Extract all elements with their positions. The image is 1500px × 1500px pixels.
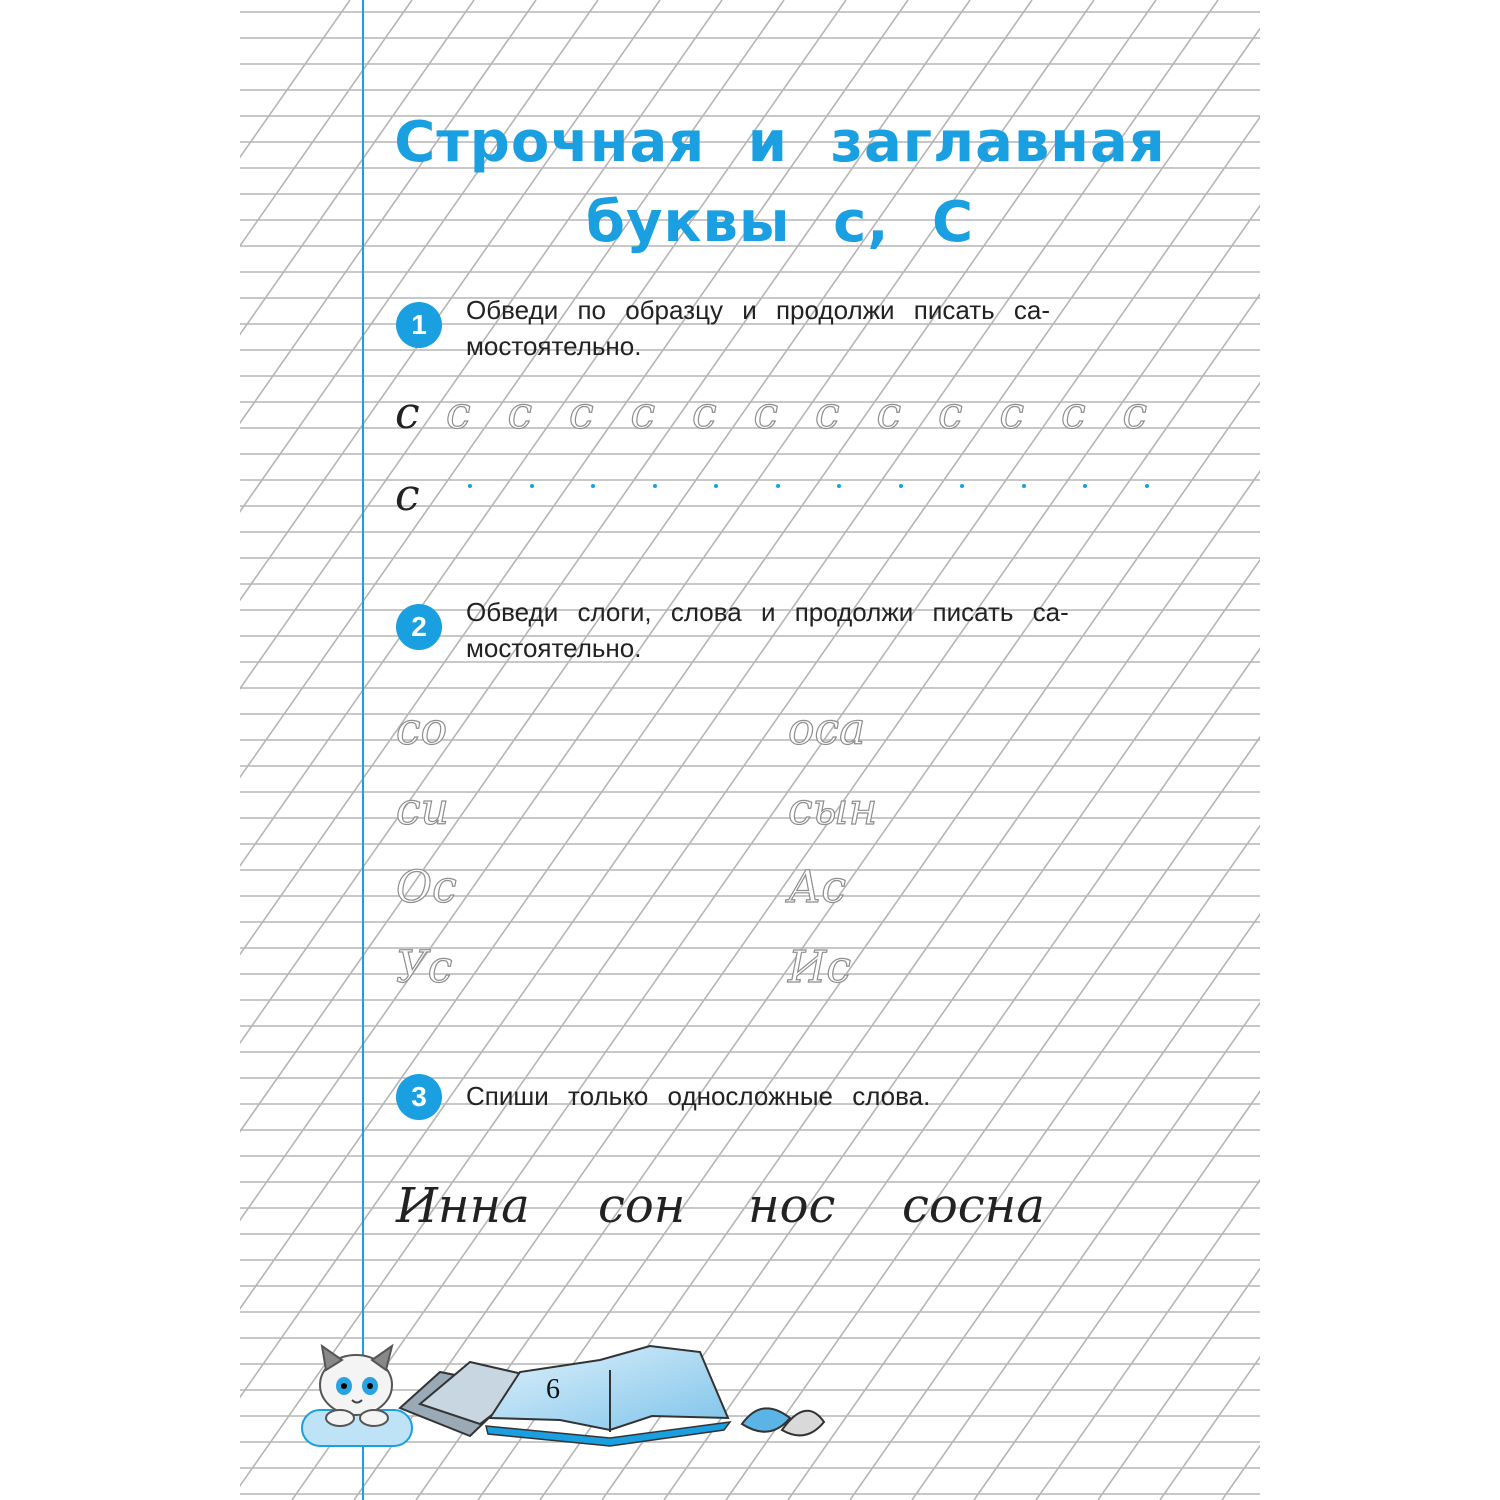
task-1-guide-dot — [899, 484, 903, 488]
task-1-guide-dot — [1083, 484, 1087, 488]
books-icon — [400, 1346, 730, 1446]
task-1-trace-letter: с — [692, 388, 717, 439]
task-3-number-badge: 3 — [396, 1074, 442, 1120]
task-1-trace-letter: с — [630, 388, 656, 439]
task-1-row2-letter: с — [395, 470, 420, 521]
task-1-instruction-line-2: мостоятельно. — [466, 331, 642, 361]
task-1-guide-dot — [776, 484, 780, 488]
task-1-number-badge: 1 — [396, 302, 442, 348]
task-1-guide-dot — [960, 484, 964, 488]
page-title-line-2: буквы с, С — [585, 190, 975, 255]
task-1-guide-dot — [1145, 484, 1149, 488]
task-1-trace-letter: с — [446, 388, 471, 439]
task-2-syllable-us: Ус — [396, 942, 453, 993]
task-1-trace-letter: с — [938, 388, 963, 439]
task-1-guide-dot — [468, 484, 472, 488]
task-1-guide-dot — [714, 484, 718, 488]
task-2-syllable-as: Ас — [788, 862, 846, 913]
task-1-guide-dot — [1022, 484, 1026, 488]
task-2-word-syn: сын — [788, 784, 878, 835]
task-2-syllable-os: Ос — [396, 862, 457, 913]
task-1-guide-dot — [591, 484, 595, 488]
task-1-trace-letter: с — [999, 388, 1025, 439]
task-3-word-inna: Инна — [396, 1178, 530, 1234]
task-1-trace-letter: с — [876, 388, 902, 439]
task-2-syllable-so: со — [396, 704, 448, 755]
task-1-trace-letter: с — [507, 388, 533, 439]
task-1-trace-letter: с — [1122, 388, 1148, 439]
task-1-guide-dot — [653, 484, 657, 488]
task-3-instruction: Спиши только односложные слова. — [466, 1081, 931, 1111]
task-1-guide-dot — [530, 484, 534, 488]
task-2-word-osa: оса — [788, 704, 866, 755]
bottom-illustration — [302, 1346, 824, 1446]
page-title-line-1: Строчная и заглавная — [394, 110, 1166, 175]
task-2-instruction-line-2: мостоятельно. — [466, 633, 642, 663]
task-3-word-son: сон — [598, 1178, 686, 1234]
task-2-instruction-line-1: Обведи слоги, слова и продолжи писать са- — [466, 597, 1069, 627]
task-1-guide-dot — [837, 484, 841, 488]
task-1-trace-letter: с — [815, 388, 840, 439]
task-3-word-nos: нос — [748, 1178, 836, 1234]
task-2-number-badge: 2 — [396, 604, 442, 650]
leaf-icon — [742, 1408, 824, 1435]
task-1-trace-letter: с — [1061, 388, 1086, 439]
task-1-sample-letter: с — [395, 388, 420, 439]
task-1-trace-letter: с — [753, 388, 779, 439]
task-3-word-sosna: сосна — [902, 1178, 1045, 1234]
task-2-syllable-si: си — [396, 784, 449, 835]
task-1-instruction-line-1: Обведи по образцу и продолжи писать са- — [466, 295, 1051, 325]
kitten-icon — [320, 1346, 392, 1426]
page-number: 6 — [546, 1374, 560, 1405]
task-2-syllable-is: Ис — [788, 942, 852, 993]
task-1-trace-letter: с — [569, 388, 594, 439]
